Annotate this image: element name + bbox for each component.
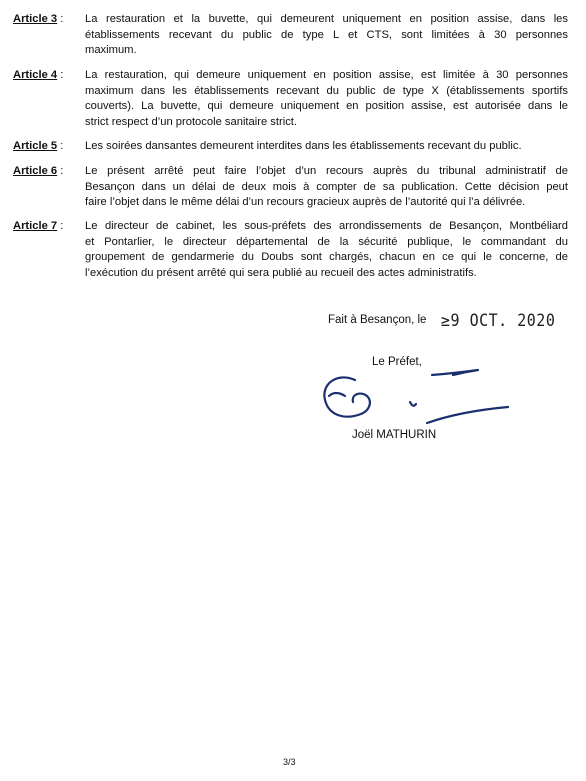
- article-text-line: La restauration, qui demeure uniquement en position assise, est limitée à 30 personnes: [85, 69, 568, 81]
- article-heading: [13, 12, 87, 28]
- article-text-line: établissements recevant du public de type L et CTS, sont limitées à 30 personnes: [85, 28, 568, 41]
- article-text-line: Les soirées dansantes demeurent interdites dans les établissements recevant du public.: [85, 140, 522, 152]
- article-body: [85, 12, 568, 59]
- place-date-line: Fait à Besançon, le: [328, 314, 427, 326]
- handwritten-signature-icon: [315, 362, 515, 424]
- article-text-line: et Pontarlier, le directeur départemental de la sécurité publique, le commandant du: [85, 235, 568, 248]
- article-label: Article 5: [13, 140, 58, 152]
- article-label: Article 6: [13, 165, 58, 177]
- article-text-line: strict respect d’un protocole sanitaire strict.: [85, 115, 298, 128]
- article-heading: [13, 219, 87, 235]
- article-heading: [13, 164, 87, 180]
- article-body: [85, 219, 568, 281]
- article-separator: :: [57, 140, 64, 152]
- article-text-line: Le présent arrêté peut faire l’objet d’un recours auprès du tribunal administratif de: [85, 165, 568, 177]
- article-separator: :: [57, 220, 64, 232]
- article-text-line: Besançon dans un délai de deux mois à compter de sa publication. Cette décision peut: [85, 180, 568, 193]
- article-text-line: maximum.: [85, 44, 137, 56]
- article-label: Article 4: [13, 69, 58, 81]
- article-text-line: Le directeur de cabinet, les sous-préfets des arrondissements de Besançon, Montbéliard: [85, 220, 568, 232]
- signer-name: Joël MATHURIN: [352, 429, 437, 441]
- article-label: Article 7: [13, 220, 58, 232]
- article-text-line: l’exécution du présent arrêté qui sera publié au recueil des actes administratifs.: [85, 266, 477, 279]
- article-text-line: faire l’objet dans le même délai d’un recours gracieux auprès de l’autorité qui l’a délivrée.: [85, 196, 526, 208]
- article-heading: [13, 139, 87, 155]
- article-separator: :: [57, 13, 64, 25]
- article-body: [85, 68, 568, 130]
- article-text-line: maximum dans les établissements recevant du public de type X (établissements sportifs: [85, 84, 568, 97]
- article-text-line: La restauration et la buvette, qui demeurent uniquement en position assise, dans les: [85, 13, 568, 25]
- article-separator: :: [57, 165, 64, 177]
- article-separator: :: [57, 69, 64, 81]
- article-text-line: groupement de gendarmerie du Doubs sont chargés, chacun en ce qui le concerne, de: [85, 251, 568, 263]
- article-text-line: couverts). La buvette, qui demeure uniquement en position assise, est autorisée dans le: [85, 100, 568, 112]
- article-label: Article 3: [13, 13, 58, 25]
- article-body: [85, 139, 568, 155]
- date-stamp: ≥9 OCT. 2020: [441, 310, 556, 331]
- article-body: [85, 164, 568, 211]
- signer-title: Le Préfet,: [372, 356, 422, 368]
- page-number: 3/3: [283, 757, 296, 767]
- article-heading: [13, 68, 87, 84]
